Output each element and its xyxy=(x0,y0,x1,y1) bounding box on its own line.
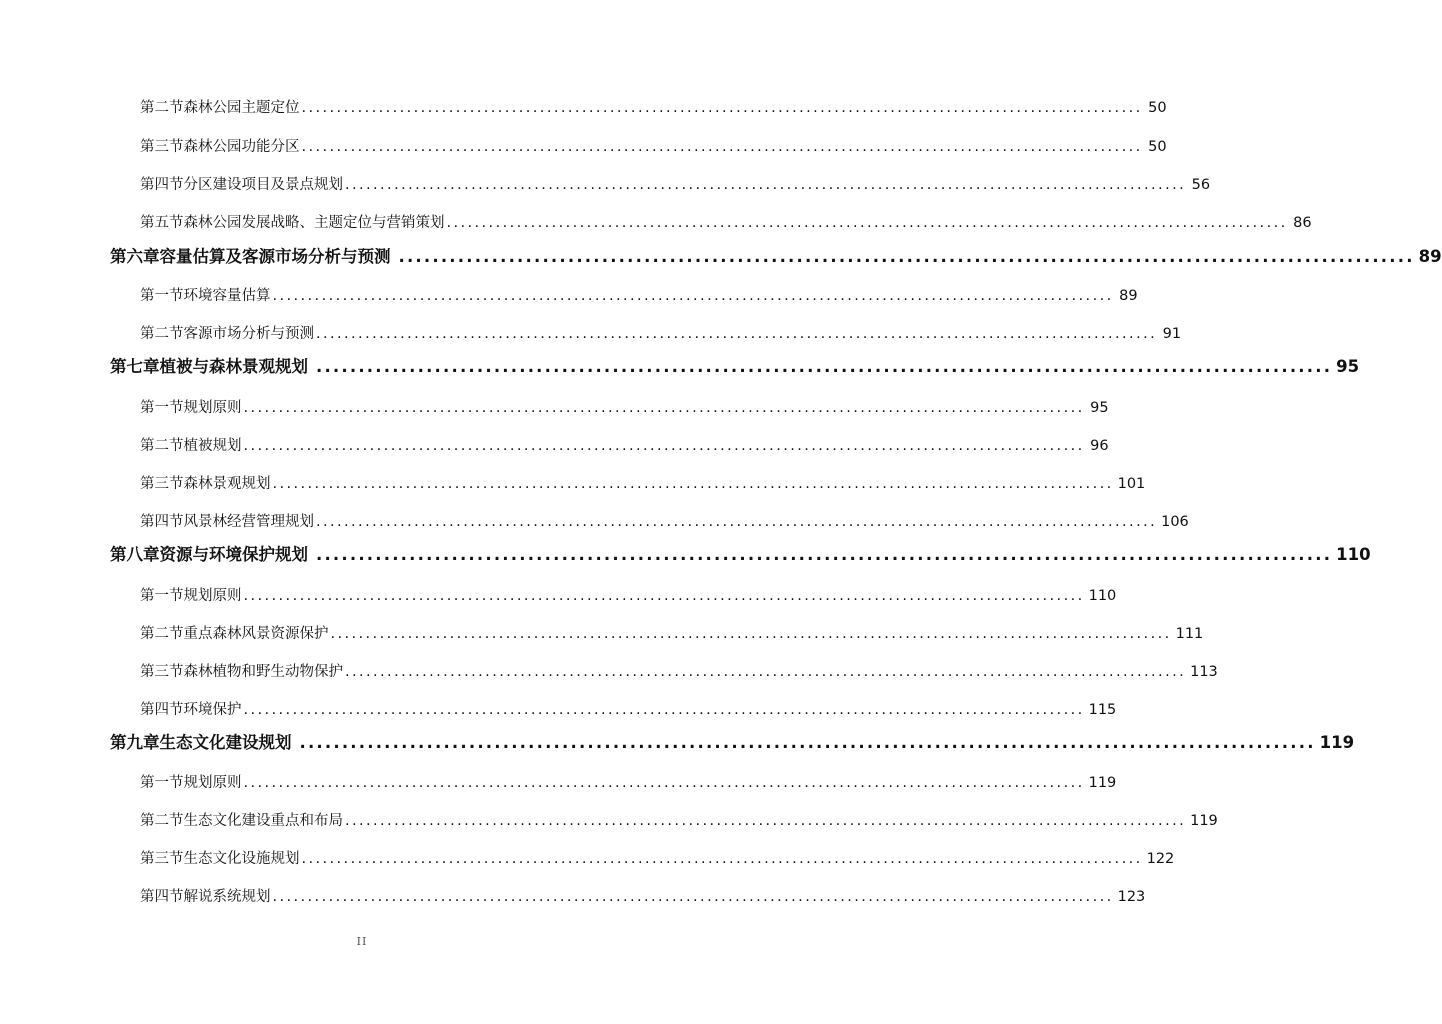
toc-page-number: 123 xyxy=(1117,889,1146,905)
toc-section-title: 森林公园发展战略、主题定位与营销策划 xyxy=(183,215,445,231)
toc-leader-dots: ........................................................................................................................ xyxy=(345,813,1187,829)
toc-page-number: 119 xyxy=(1088,775,1117,791)
toc-page-number: 56 xyxy=(1191,177,1211,193)
toc-chapter-row[interactable] xyxy=(110,353,1360,377)
toc-section-row[interactable] xyxy=(140,809,1218,830)
toc-leader-dots: ........................................................................................................................ xyxy=(243,438,1085,454)
toc-leader-dots: ........................................................................................................................ xyxy=(243,775,1085,791)
toc-section-title: 环境保护 xyxy=(183,702,242,718)
toc-leader-dots: ........................................................................................................................ xyxy=(316,357,1333,376)
toc-section-title: 规划原则 xyxy=(183,775,242,791)
toc-chapter-number: 第八章 xyxy=(110,545,160,564)
toc-section-number: 第四节 xyxy=(140,514,184,530)
toc-section-row[interactable] xyxy=(140,885,1146,906)
toc-chapter-title: 资源与环境保护规划 xyxy=(159,545,308,564)
toc-leader-dots: ........................................................................................................................ xyxy=(272,476,1114,492)
toc-section-number: 第三节 xyxy=(140,476,184,492)
toc-section-number: 第四节 xyxy=(140,177,184,193)
toc-section-title: 规划原则 xyxy=(183,400,242,416)
toc-section-row[interactable] xyxy=(140,434,1109,455)
toc-section-number: 第二节 xyxy=(140,100,184,116)
toc-leader-dots: ........................................................................................................................ xyxy=(345,177,1187,193)
toc-section-number: 第二节 xyxy=(140,326,184,342)
toc-section-number: 第三节 xyxy=(140,139,184,155)
toc-leader-dots: ........................................................................................................................ xyxy=(301,100,1143,116)
toc-section-number: 第二节 xyxy=(140,813,184,829)
toc-page-number: 91 xyxy=(1162,326,1182,342)
toc-page-number: 95 xyxy=(1336,357,1360,376)
toc-leader-dots: ........................................................................................................................ xyxy=(316,545,1333,564)
toc-page-number: 50 xyxy=(1148,100,1167,116)
toc-chapter-number: 第七章 xyxy=(110,357,160,376)
toc-page-number: 113 xyxy=(1190,664,1218,680)
toc-section-number: 第一节 xyxy=(140,400,184,416)
toc-chapter-title: 植被与森林景观规划 xyxy=(159,357,308,376)
toc-section-title: 分区建设项目及景点规划 xyxy=(183,177,343,193)
toc-leader-dots: ........................................................................................................................ xyxy=(272,288,1114,304)
toc-section-row[interactable] xyxy=(140,698,1117,719)
toc-page-number: 96 xyxy=(1090,438,1109,454)
toc-page-number: 122 xyxy=(1146,851,1175,867)
toc-leader-dots: ........................................................................................................................ xyxy=(316,514,1158,530)
toc-section-title: 环境容量估算 xyxy=(183,288,271,304)
toc-section-row[interactable] xyxy=(140,396,1109,417)
toc-chapter-row[interactable] xyxy=(110,729,1355,753)
toc-section-number: 第三节 xyxy=(140,664,184,680)
toc-section-number: 第四节 xyxy=(140,889,184,905)
toc-section-number: 第四节 xyxy=(140,702,184,718)
toc-page-number: 86 xyxy=(1293,215,1312,231)
toc-section-row[interactable] xyxy=(140,284,1138,305)
toc-leader-dots: ........................................................................................................................ xyxy=(272,889,1114,905)
toc-section-title: 森林公园功能分区 xyxy=(183,139,300,155)
toc-leader-dots: ........................................................................................................................ xyxy=(316,326,1158,342)
toc-section-row[interactable] xyxy=(140,584,1117,605)
toc-section-number: 第一节 xyxy=(140,588,184,604)
toc-page-number: 119 xyxy=(1319,733,1355,752)
toc-section-title: 风景林经营管理规划 xyxy=(183,514,314,530)
toc-section-title: 解说系统规划 xyxy=(183,889,271,905)
toc-leader-dots: ........................................................................................................................ xyxy=(345,664,1187,680)
toc-section-number: 第二节 xyxy=(140,626,184,642)
toc-section-title: 森林景观规划 xyxy=(183,476,271,492)
toc-leader-dots: ........................................................................................................................ xyxy=(398,247,1415,266)
toc-leader-dots: ........................................................................................................................ xyxy=(243,400,1085,416)
toc-chapter-number: 第六章 xyxy=(110,247,160,266)
toc-section-row[interactable] xyxy=(140,660,1218,681)
toc-section-title: 规划原则 xyxy=(183,588,242,604)
footer-page-number: II xyxy=(356,935,368,948)
toc-section-title: 植被规划 xyxy=(183,438,242,454)
toc-leader-dots: ........................................................................................................................ xyxy=(243,702,1085,718)
toc-page-number: 110 xyxy=(1088,588,1117,604)
toc-leader-dots: ........................................................................................................................ xyxy=(301,851,1143,867)
toc-section-row[interactable] xyxy=(140,771,1117,792)
toc-section-row[interactable] xyxy=(140,510,1189,531)
toc-section-number: 第五节 xyxy=(140,215,184,231)
toc-section-title: 生态文化设施规划 xyxy=(183,851,300,867)
toc-section-title: 森林公园主题定位 xyxy=(183,100,300,116)
toc-section-row[interactable] xyxy=(140,211,1312,232)
toc-section-title: 重点森林风景资源保护 xyxy=(183,626,329,642)
toc-page-number: 119 xyxy=(1190,813,1218,829)
toc-page-number: 110 xyxy=(1336,545,1371,564)
toc-leader-dots: ........................................................................................................................ xyxy=(243,588,1085,604)
toc-section-number: 第一节 xyxy=(140,775,184,791)
toc-section-title: 客源市场分析与预测 xyxy=(183,326,314,342)
toc-section-row[interactable] xyxy=(140,173,1211,194)
toc-section-number: 第二节 xyxy=(140,438,184,454)
toc-leader-dots: ........................................................................................................................ xyxy=(330,626,1172,642)
toc-page-number: 111 xyxy=(1175,626,1204,642)
toc-chapter-number: 第九章 xyxy=(110,733,160,752)
toc-page-number: 95 xyxy=(1090,400,1109,416)
toc-section-number: 第三节 xyxy=(140,851,184,867)
toc-page-number: 89 xyxy=(1418,247,1442,266)
toc-section-row[interactable] xyxy=(140,322,1182,343)
toc-section-row[interactable] xyxy=(140,847,1175,868)
toc-chapter-title: 容量估算及客源市场分析与预测 xyxy=(159,247,391,266)
toc-page-number: 106 xyxy=(1161,514,1189,530)
toc-page-number: 115 xyxy=(1088,702,1117,718)
toc-section-title: 生态文化建设重点和布局 xyxy=(183,813,343,829)
toc-leader-dots: ........................................................................................................................ xyxy=(446,215,1288,231)
toc-section-number: 第一节 xyxy=(140,288,184,304)
toc-leader-dots: ........................................................................................................................ xyxy=(301,139,1143,155)
toc-section-row[interactable] xyxy=(140,472,1146,493)
toc-leader-dots: ........................................................................................................................ xyxy=(299,733,1316,752)
toc-page-number: 50 xyxy=(1148,139,1167,155)
toc-chapter-row[interactable] xyxy=(110,541,1371,565)
toc-section-row[interactable] xyxy=(140,135,1167,156)
toc-page-number: 89 xyxy=(1119,288,1138,304)
toc-section-row[interactable] xyxy=(140,622,1204,643)
toc-section-title: 森林植物和野生动物保护 xyxy=(183,664,343,680)
toc-section-row[interactable] xyxy=(140,96,1167,117)
toc-chapter-title: 生态文化建设规划 xyxy=(159,733,292,752)
toc-chapter-row[interactable] xyxy=(110,243,1442,267)
toc-page-number: 101 xyxy=(1117,476,1146,492)
